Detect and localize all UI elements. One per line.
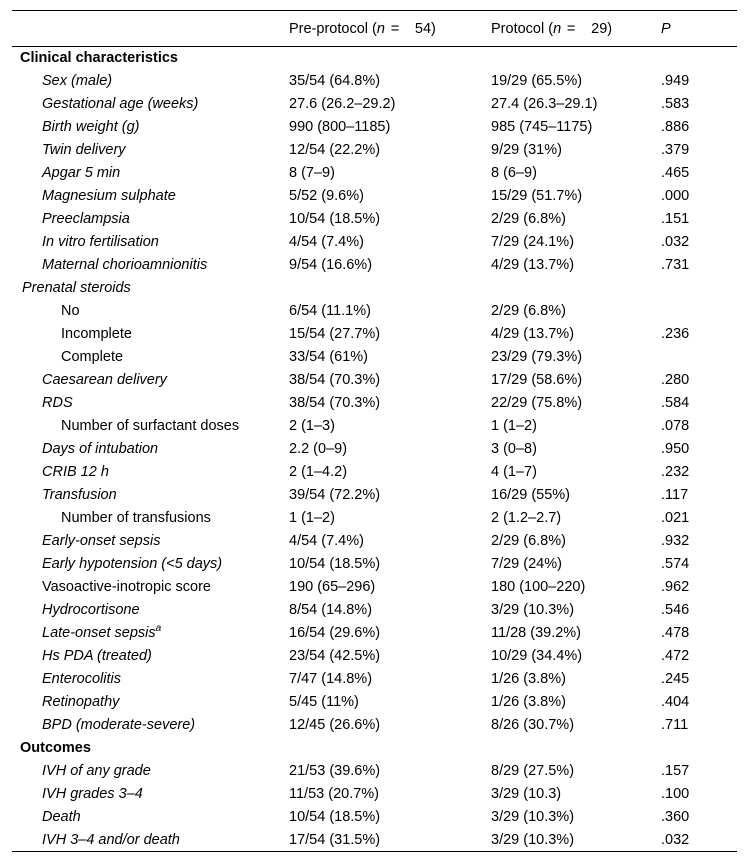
row-label: Twin delivery <box>42 142 126 158</box>
table-row <box>12 783 737 806</box>
protocol-value: 8/29 (27.5%) <box>491 763 575 779</box>
protocol-value: 985 (745–1175) <box>491 119 593 135</box>
p-value: .478 <box>661 625 690 641</box>
row-label: Days of intubation <box>42 441 159 457</box>
pre-value: 7/47 (14.8%) <box>289 671 373 687</box>
row-label: BPD (moderate-severe) <box>42 717 196 733</box>
row-label: Hydrocortisone <box>42 602 140 618</box>
row-label-text: Late-onset sepsis <box>42 625 156 641</box>
table-row <box>12 415 737 438</box>
table-header-row <box>12 11 737 47</box>
protocol-value: 22/29 (75.8%) <box>491 395 583 411</box>
p-value: .100 <box>661 786 690 802</box>
table-row <box>12 530 737 553</box>
table-row <box>12 300 737 323</box>
protocol-value: 2/29 (6.8%) <box>491 533 566 549</box>
protocol-value: 17/29 (58.6%) <box>491 372 583 388</box>
p-value: .546 <box>661 602 690 618</box>
table-row <box>12 760 737 783</box>
protocol-value: 19/29 (65.5%) <box>491 73 583 89</box>
row-label: Gestational age (weeks) <box>42 96 199 112</box>
p-value: .949 <box>661 73 690 89</box>
pre-value: 11/53 (20.7%) <box>289 786 380 802</box>
pre-value: 21/53 (39.6%) <box>289 763 381 779</box>
p-value: .379 <box>661 142 690 158</box>
protocol-value: 11/28 (39.2%) <box>491 625 582 641</box>
row-label: Early hypotension (<5 days) <box>42 556 223 572</box>
protocol-value: 3/29 (10.3%) <box>491 602 575 618</box>
protocol-value: 2/29 (6.8%) <box>491 211 566 227</box>
pre-value: 190 (65–296) <box>289 579 376 595</box>
pre-value: 9/54 (16.6%) <box>289 257 373 273</box>
row-label: Complete <box>61 349 124 365</box>
p-value: .404 <box>661 694 690 710</box>
table-row <box>12 507 737 530</box>
pre-value: 5/52 (9.6%) <box>289 188 364 204</box>
table-row <box>12 438 737 461</box>
p-value: .574 <box>661 556 690 572</box>
protocol-value: 4/29 (13.7%) <box>491 257 575 273</box>
protocol-value: 2/29 (6.8%) <box>491 303 566 319</box>
protocol-value: 1/26 (3.8%) <box>491 671 566 687</box>
pre-value: 8/54 (14.8%) <box>289 602 373 618</box>
table-row <box>12 622 737 645</box>
p-value: .472 <box>661 648 690 664</box>
pre-value: 1 (1–2) <box>289 510 335 526</box>
protocol-value: 7/29 (24%) <box>491 556 562 572</box>
row-label: No <box>61 303 80 319</box>
pre-value: 10/54 (18.5%) <box>289 809 381 825</box>
protocol-value: 8 (6–9) <box>491 165 537 181</box>
header-p-value: P <box>659 11 737 47</box>
row-label: IVH grades 3–4 <box>42 786 143 802</box>
pre-value: 12/45 (26.6%) <box>289 717 381 733</box>
table-row <box>12 162 737 185</box>
row-label: Transfusion <box>42 487 117 503</box>
pre-value: 2.2 (0–9) <box>289 441 348 457</box>
pre-value: 38/54 (70.3%) <box>289 395 381 411</box>
p-value: .245 <box>661 671 690 687</box>
header-pre-protocol: Pre-protocol (n = 54) <box>287 11 489 47</box>
table-row <box>12 691 737 714</box>
table-row <box>12 645 737 668</box>
protocol-value: 1 (1–2) <box>491 418 537 434</box>
p-value: .280 <box>661 372 690 388</box>
row-label: Birth weight (g) <box>42 119 140 135</box>
table-row <box>12 231 737 254</box>
table-row <box>12 254 737 277</box>
pre-value: 15/54 (27.7%) <box>289 326 381 342</box>
p-value: .078 <box>661 418 690 434</box>
protocol-value <box>489 277 659 300</box>
p-value: .000 <box>661 188 690 204</box>
footnote-marker: a <box>155 623 162 635</box>
pre-value: 39/54 (72.2%) <box>289 487 381 503</box>
table-row <box>12 829 737 852</box>
p-value: .021 <box>661 510 690 526</box>
p-value: .232 <box>661 464 690 480</box>
row-label: IVH 3–4 and/or death <box>12 829 287 852</box>
section-title-clinical: Clinical characteristics <box>20 50 178 67</box>
protocol-value: 1/26 (3.8%) <box>491 694 566 710</box>
row-label: Caesarean delivery <box>42 372 167 388</box>
row-label: RDS <box>42 395 73 411</box>
pre-value: 35/54 (64.8%) <box>289 73 381 89</box>
header-protocol: Protocol (n = 29) <box>489 11 659 47</box>
protocol-value: 27.4 (26.3–29.1) <box>491 96 598 112</box>
protocol-value: 3/29 (10.3%) <box>489 829 659 852</box>
pre-value: 2 (1–3) <box>289 418 335 434</box>
p-value: .711 <box>661 717 689 733</box>
protocol-value: 23/29 (79.3%) <box>491 349 583 365</box>
row-label: In vitro fertilisation <box>42 234 159 250</box>
row-label: Enterocolitis <box>42 671 121 687</box>
pre-value: 10/54 (18.5%) <box>289 556 381 572</box>
pre-value: 16/54 (29.6%) <box>289 625 381 641</box>
row-label: Vasoactive-inotropic score <box>42 579 211 595</box>
row-label: CRIB 12 h <box>42 464 109 480</box>
protocol-value: 8/26 (30.7%) <box>491 717 575 733</box>
table-row <box>12 461 737 484</box>
pre-value: 6/54 (11.1%) <box>289 303 371 319</box>
pre-value: 23/54 (42.5%) <box>289 648 381 664</box>
row-label: Hs PDA (treated) <box>42 648 152 664</box>
p-value <box>659 277 737 300</box>
table-row <box>12 576 737 599</box>
row-label: Prenatal steroids <box>22 280 131 296</box>
p-value: .236 <box>661 326 690 342</box>
row-label: Death <box>42 809 81 825</box>
table-row <box>12 208 737 231</box>
protocol-value: 3 (0–8) <box>491 441 537 457</box>
p-value: .584 <box>661 395 690 411</box>
p-value: .117 <box>661 487 689 503</box>
pre-value: 10/54 (18.5%) <box>289 211 381 227</box>
p-value: .151 <box>661 211 690 227</box>
table-row <box>12 70 737 93</box>
table-row <box>12 139 737 162</box>
table-row <box>12 346 737 369</box>
pre-value: 2 (1–4.2) <box>289 464 348 480</box>
row-label: Magnesium sulphate <box>42 188 176 204</box>
p-value: .360 <box>661 809 690 825</box>
table-row <box>12 185 737 208</box>
p-value: .032 <box>661 234 690 250</box>
protocol-value: 4 (1–7) <box>491 464 537 480</box>
p-value: .157 <box>661 763 690 779</box>
p-value: .932 <box>661 533 690 549</box>
protocol-value: 15/29 (51.7%) <box>491 188 583 204</box>
p-value: .731 <box>661 257 690 273</box>
table-row <box>12 599 737 622</box>
row-label: Number of surfactant doses <box>61 418 240 434</box>
row-label: Maternal chorioamnionitis <box>42 257 208 273</box>
pre-value: 27.6 (26.2–29.2) <box>289 96 396 112</box>
table-row <box>12 484 737 507</box>
row-label: Early-onset sepsis <box>42 533 161 549</box>
protocol-value: 3/29 (10.3%) <box>491 809 575 825</box>
header-empty-cell <box>12 11 287 47</box>
pre-value: 8 (7–9) <box>289 165 335 181</box>
row-label: Incomplete <box>61 326 132 342</box>
pre-value: 990 (800–1185) <box>289 119 391 135</box>
row-label: Retinopathy <box>42 694 120 710</box>
pre-value <box>287 277 489 300</box>
protocol-value: 2 (1.2–2.7) <box>491 510 562 526</box>
table-row <box>12 116 737 139</box>
protocol-value: 7/29 (24.1%) <box>491 234 575 250</box>
p-value: .950 <box>661 441 690 457</box>
row-label: Number of transfusions <box>61 510 211 526</box>
table-row <box>12 323 737 346</box>
table-row <box>12 714 737 737</box>
section-row <box>12 47 737 70</box>
protocol-value: 16/29 (55%) <box>491 487 570 503</box>
section-row <box>12 737 737 760</box>
p-value <box>659 300 737 323</box>
pre-value: 4/54 (7.4%) <box>289 234 364 250</box>
section-title-outcomes: Outcomes <box>20 740 91 756</box>
row-label <box>12 622 287 645</box>
protocol-value: 10/29 (34.4%) <box>491 648 583 664</box>
pre-value: 12/54 (22.2%) <box>289 142 381 158</box>
row-label: Apgar 5 min <box>42 165 121 181</box>
row-label: IVH of any grade <box>42 763 151 779</box>
table-row <box>12 806 737 829</box>
pre-value: 33/54 (61%) <box>289 349 368 365</box>
table-row <box>12 392 737 415</box>
row-label: Sex (male) <box>42 73 113 89</box>
p-value: .886 <box>661 119 690 135</box>
p-value: .962 <box>661 579 690 595</box>
pre-value: 4/54 (7.4%) <box>289 533 364 549</box>
protocol-value: 9/29 (31%) <box>491 142 562 158</box>
pre-value: 5/45 (11%) <box>289 694 359 710</box>
protocol-value: 3/29 (10.3) <box>491 786 562 802</box>
protocol-value: 180 (100–220) <box>491 579 586 595</box>
row-label: Preeclampsia <box>42 211 130 227</box>
p-value: .583 <box>661 96 690 112</box>
p-value <box>659 346 737 369</box>
pre-value: 38/54 (70.3%) <box>289 372 381 388</box>
p-value: .465 <box>661 165 690 181</box>
table-row <box>12 668 737 691</box>
characteristics-table <box>12 10 737 852</box>
table-row <box>12 93 737 116</box>
table-row <box>12 553 737 576</box>
table-row <box>12 369 737 392</box>
pre-value: 17/54 (31.5%) <box>287 829 489 852</box>
protocol-value: 4/29 (13.7%) <box>491 326 575 342</box>
table-row <box>12 277 737 300</box>
p-value: .032 <box>659 829 737 852</box>
